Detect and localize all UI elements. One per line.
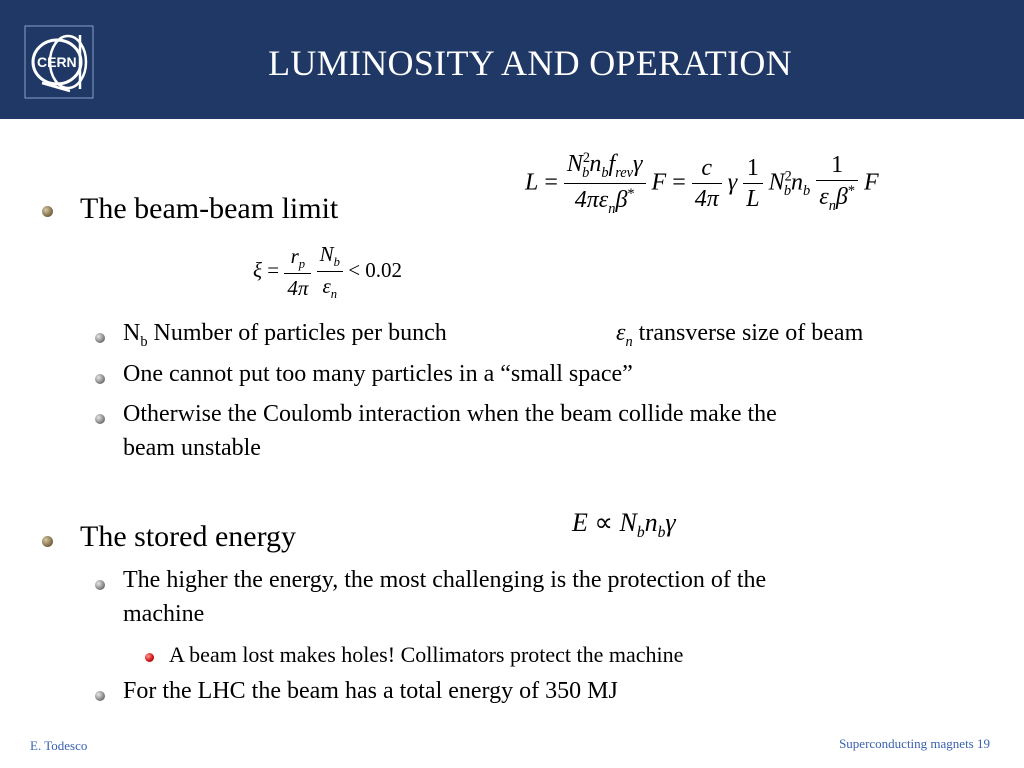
sub-bullet-small-space: One cannot put too many particles in a “small space”: [123, 361, 633, 387]
bullet-icon: [42, 206, 53, 217]
bullet-icon: [95, 580, 105, 590]
bullet-icon: [95, 691, 105, 701]
four-pi-eps: 4πε: [574, 186, 609, 213]
bullet-beam-beam-limit: The beam-beam limit: [80, 192, 339, 225]
fraction-one-over-l: $\frac{1}{L}$: [743, 155, 762, 213]
equals-sign-2: =: [672, 169, 686, 196]
footer-course-name: Superconducting magnets: [839, 736, 974, 751]
proportional-symbol: ∝: [594, 508, 613, 537]
logo-text: CERN: [37, 54, 77, 70]
n-sub: n: [608, 200, 616, 217]
frev-symbol: f: [608, 151, 616, 177]
title-bar: [0, 0, 1024, 119]
b-sub: b: [582, 164, 590, 181]
bullet-icon: [95, 374, 105, 384]
bullet-stored-energy: The stored energy: [80, 520, 297, 553]
nb-symbol-2: n: [791, 169, 804, 196]
fraction-c: $\frac{c}{4\pi}$: [692, 155, 722, 213]
n-bunch-symbol: N: [566, 151, 583, 177]
slide-title: LUMINOSITY AND OPERATION: [268, 43, 792, 83]
footer-course: [839, 736, 990, 752]
footer-author: E. Todesco: [30, 738, 88, 753]
limit-value: < 0.02: [348, 258, 403, 282]
n-bunch-symbol-2: N: [768, 169, 785, 196]
sub-bullet-coulomb-line2: beam unstable: [123, 435, 261, 461]
gamma-symbol: γ: [633, 151, 643, 177]
sub-sub-bullet-holes: A beam lost makes holes! Collimators protect the machine: [169, 642, 684, 667]
beam-beam-parameter-formula: ξ = $\frac{r_p}{4\pi}$ $\frac{N_b}{\varepsilon_n}$ < 0.02: [253, 242, 403, 302]
f-factor-2: F: [864, 169, 879, 196]
fraction-one-over-eps-beta: $\frac{1}{\varepsilon_n\beta^*}$: [816, 152, 858, 215]
stored-energy-formula: $E \propto N_bn_b\gamma$: [572, 508, 676, 542]
xi-symbol: ξ: [253, 258, 262, 282]
bullet-icon: [145, 653, 154, 662]
square-sup: 2: [582, 150, 591, 166]
bullet-icon: [42, 536, 53, 547]
sub-bullet-protection-line2: machine: [123, 601, 205, 627]
sub-bullet-protection-line1: The higher the energy, the most challenging is the protection of the: [123, 567, 767, 593]
b-sub: b: [601, 164, 609, 181]
beta-symbol: β: [615, 186, 628, 213]
bullet-icon: [95, 414, 105, 424]
sub-bullet-nb: $N_b$ Number of particles per bunch: [123, 320, 447, 350]
gamma-symbol-2: γ: [727, 169, 738, 196]
bullet-icon: [95, 333, 105, 343]
luminosity-symbol: L: [525, 169, 539, 196]
fraction-nb-eps: $\frac{N_b}{\varepsilon_n}$: [317, 242, 343, 302]
rev-sub: rev: [615, 164, 634, 181]
page-number: 19: [977, 736, 990, 751]
sub-bullet-eps: $\varepsilon_n$ transverse size of beam: [616, 320, 864, 350]
sub-bullet-lhc-energy: For the LHC the beam has a total energy of 350 MJ: [123, 678, 618, 704]
fraction-rp: $\frac{r_p}{4\pi}$: [284, 244, 311, 301]
nb-symbol: n: [589, 151, 602, 177]
sub-bullet-coulomb-line1: Otherwise the Coulomb interaction when the beam collide make the: [123, 401, 777, 427]
fraction-main: [564, 150, 646, 218]
equals-sign: =: [544, 169, 558, 196]
star-sup: *: [627, 185, 635, 202]
luminosity-formula: L = $\frac{N^2_bn_bf_{rev}\gamma}{4\pi\varepsilon_n\beta^*}$ F = $\frac{c}{4\pi}$ γ $\frac{1}{L}$ $N^2_bn_b$ $\frac{1}{\varepsilon_n\beta^*}$ F: [525, 150, 879, 217]
f-factor: F: [651, 169, 667, 196]
